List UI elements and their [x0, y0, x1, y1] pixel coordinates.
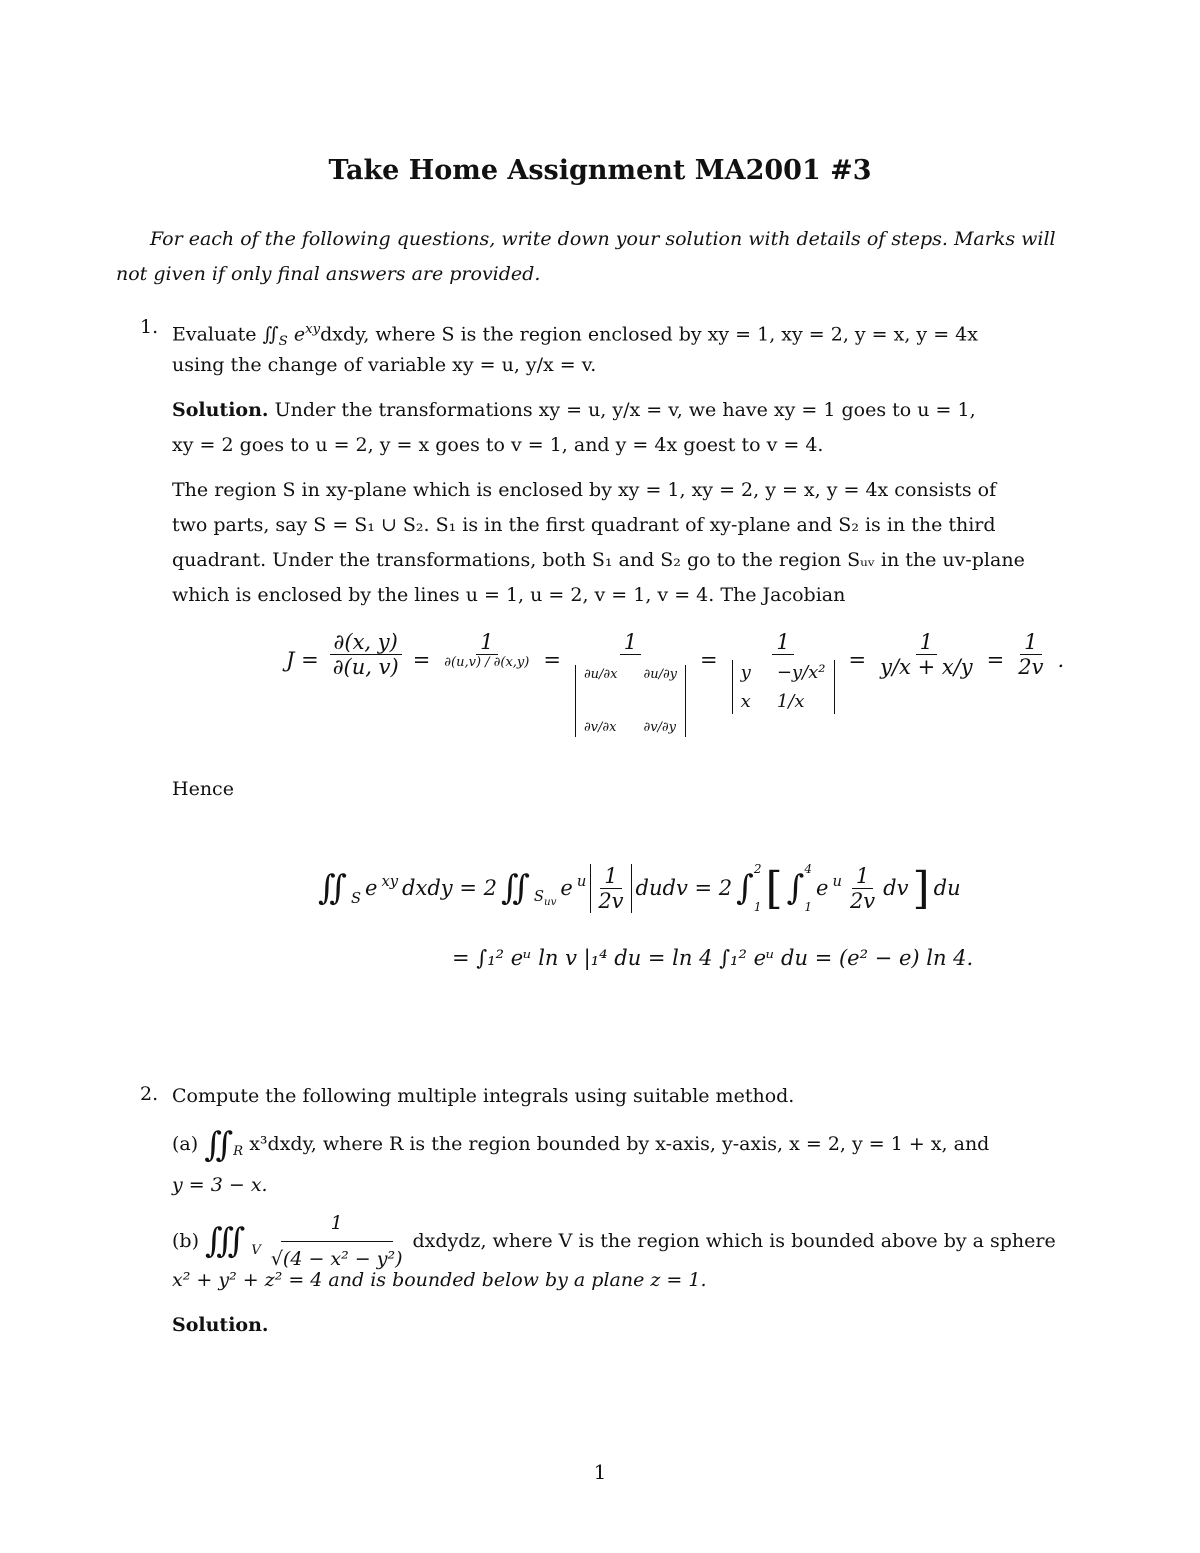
q1-number: 1.: [140, 316, 159, 338]
instructions: For each of the following questions, write down your solution with details of steps. Marks will not given if only final answers are provided.: [116, 228, 1056, 285]
q2a-text: x³dxdy, where R is the region bounded by x-axis, y-axis, x = 2, y = 1 + x, and: [249, 1133, 990, 1155]
q1-solution-line2: xy = 2 goes to u = 2, y = x goes to v = 1, and y = 4x goest to v = 4.: [172, 434, 824, 456]
page-number: 1: [593, 1460, 607, 1484]
jacobian-j: J =: [286, 648, 319, 672]
q2b-fraction: $\frac{1}{\text{√(4 − x² − y²)}}$: [267, 1206, 407, 1277]
q1-statement: Evaluate $∬_S$ $e^{xy}dxdy$, where S is the region enclosed by xy = 1, xy = 2, y = x, y = 4x: [172, 322, 978, 350]
q1-solution-line1: [172, 393, 1072, 428]
jacobian-determinant-partials: ∂u/∂x ∂u/∂y ∂v/∂x ∂v/∂y: [575, 665, 686, 737]
integral-line-1: ∬ $_S$ e $^{xy}$ dxdy = 2 ∬ $_{S_{uv}}$ e $^u$ $\frac{1}{2v}$ dudv = 2 ∫ 2 1 [ ∫ 4 1 e $^u$ $\frac{1}{2v}$ dv ] du: [318, 862, 961, 914]
jacobian-frac-2: $\frac{1}{\partial(u,v) / \partial(x,y)}$: [444, 630, 530, 670]
jacobian-frac-3: 1 ∂u/∂x ∂u/∂y ∂v/∂x ∂v/∂y: [571, 630, 690, 737]
q1-statement-start: Evaluate ∬: [172, 323, 279, 346]
q2-solution-label: Solution.: [172, 1314, 269, 1336]
hence-label: Hence: [172, 778, 234, 800]
q1-statement-line2: using the change of variable xy = u, y/x = v.: [172, 354, 597, 376]
q2b-label: (b): [172, 1230, 199, 1252]
q2a-line2: y = 3 − x.: [172, 1174, 268, 1196]
q2a: (a) $∬_R$ x³dxdy, where R is the region bounded by x-axis, y-axis, x = 2, y = 1 + x, and: [172, 1125, 990, 1165]
document-title: Take Home Assignment MA2001 #3: [328, 155, 872, 186]
jacobian-frac-4: 1 y −y/x² x 1/x: [728, 630, 839, 714]
jacobian-frac-6: $\frac{1}{2v}$: [1018, 630, 1044, 679]
q1-para2-line3: quadrant. Under the transformations, both S₁ and S₂ go to the region Sᵤᵥ in the uv-plane: [172, 549, 1025, 571]
jacobian-frac-1: $\frac{\partial(x, y)}{\partial(u, v)}$: [329, 630, 403, 679]
q2b-line2: x² + y² + z² = 4 and is bounded below by a plane z = 1.: [172, 1269, 707, 1291]
solution-label: Solution.: [172, 399, 269, 421]
q2-number: 2.: [140, 1083, 159, 1105]
q2b-text: dxdydz, where V is the region which is bounded above by a sphere: [412, 1230, 1056, 1252]
integral-line-2: = ∫₁² eᵘ ln v |₁⁴ du = ln 4 ∫₁² eᵘ du = (e² − e) ln 4.: [452, 946, 974, 970]
jacobian-determinant-values: y −y/x² x 1/x: [732, 660, 835, 714]
q1-integrand: e: [293, 323, 306, 346]
q1-statement-rest: dxdy, where S is the region enclosed by xy = 1, xy = 2, y = x, y = 4x: [320, 323, 978, 346]
jacobian-frac-5: $\frac{1}{y/x + x/y}$: [880, 630, 973, 679]
q2a-label: (a): [172, 1133, 199, 1155]
q1-para2-line4: which is enclosed by the lines u = 1, u = 2, v = 1, v = 4. The Jacobian: [172, 584, 846, 606]
q2-statement: Compute the following multiple integrals using suitable method.: [172, 1085, 795, 1107]
q1-para2-line1: The region S in xy-plane which is enclosed by xy = 1, xy = 2, y = x, y = 4x consists of: [172, 479, 997, 501]
q1-para2-line2: two parts, say S = S₁ ∪ S₂. S₁ is in the first quadrant of xy-plane and S₂ is in the third: [172, 514, 996, 536]
solution-text: Under the transformations xy = u, y/x = v, we have xy = 1 goes to u = 1,: [274, 399, 976, 421]
jacobian-equation: J = $\frac{\partial(x, y)}{\partial(u, v)}$ = $\frac{1}{\partial(u,v) / \partial(x,y)}$ = 1 ∂u/∂x ∂u/∂y ∂v/∂x ∂v/∂y = 1 y −y/x² x 1/x = $\frac{1}{y/x + x/y}$ = $\frac{1}{2v}$ .: [286, 630, 1065, 735]
q2b: (b) ∭ $_V$ $\frac{1}{\text{√(4 − x² − y²)}}$ dxdydz, where V is the region which is bounded above by a sphere: [172, 1206, 1072, 1277]
